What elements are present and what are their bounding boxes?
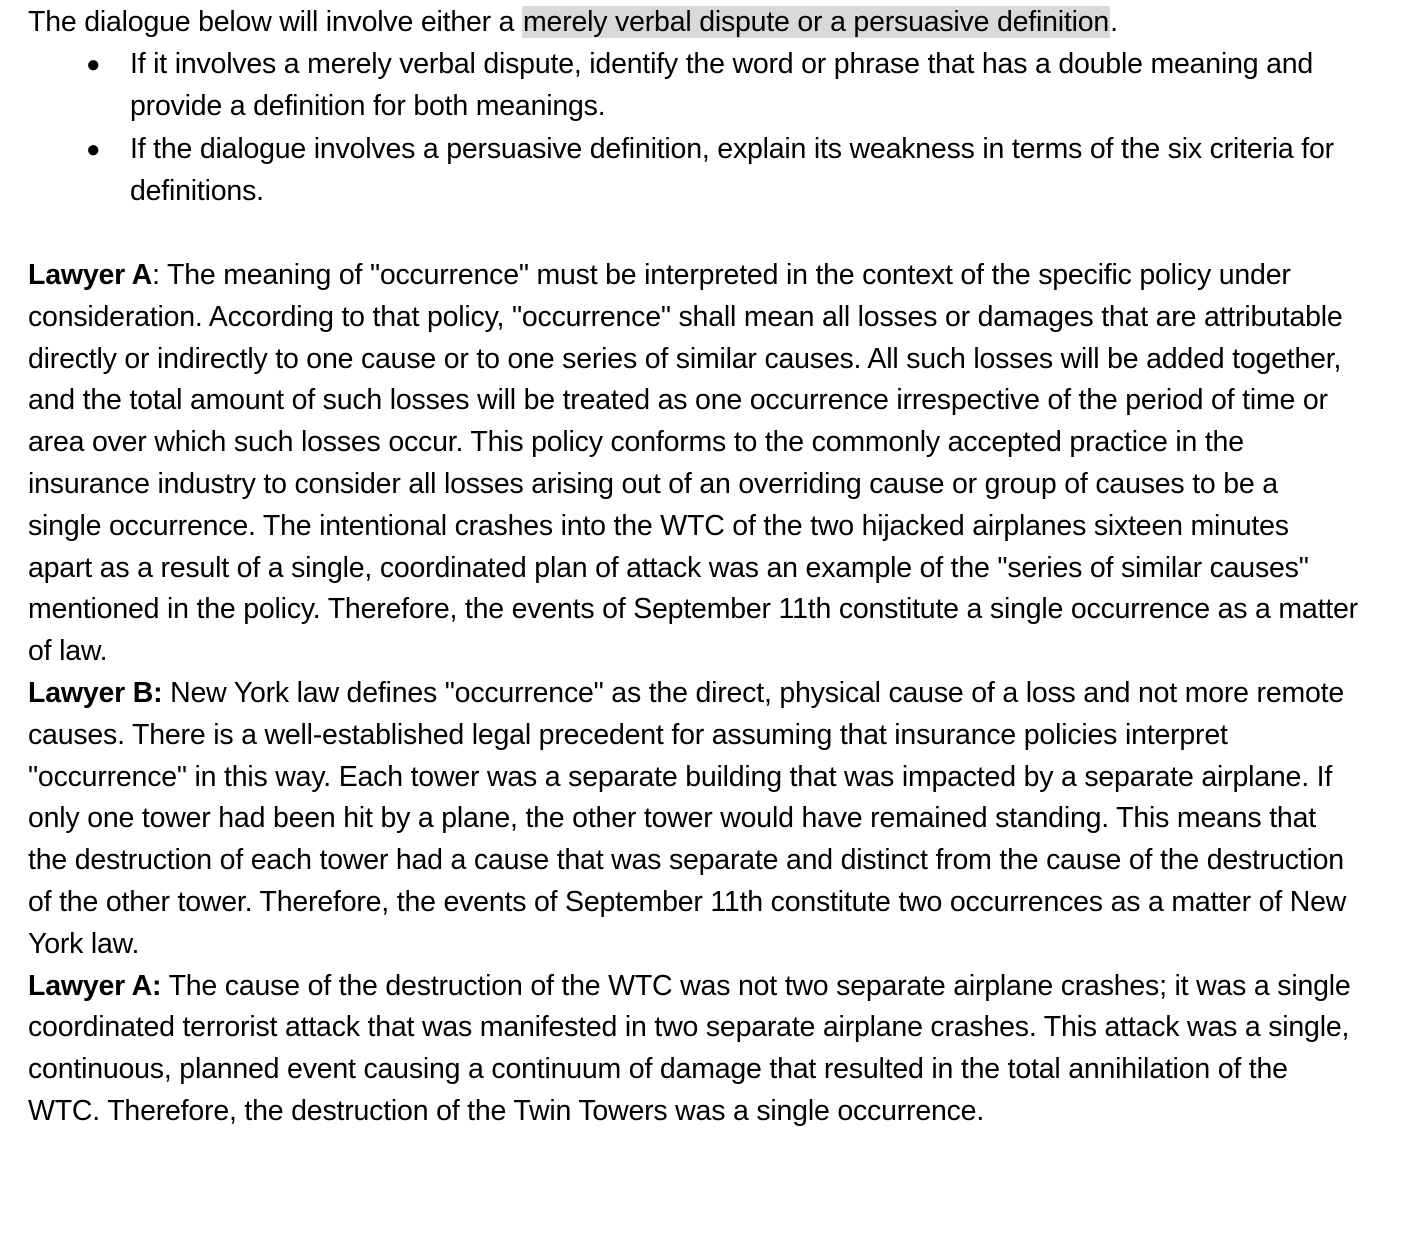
speaker-label: Lawyer B: [28,676,163,709]
speaker-label: Lawyer A [28,258,153,291]
instruction-text: If the dialogue involves a persuasive definition, explain its weakness in terms of the six criteria for definitions. [130,133,1334,208]
speaker-separator: : [152,258,167,291]
intro-text: The dialogue below will involve either a [28,6,523,38]
bullet-icon: ● [86,50,101,78]
speaker-separator [162,677,170,709]
document-page [28,2,1388,1133]
instruction-item [28,129,1360,213]
dialogue-turn-lawyer-a-2 [28,966,1358,1133]
dialogue-text: New York law defines "occurrence" as the direct, physical cause of a loss and not more remote causes. There is a well-established legal precedent for assuming that insurance policies interpret "occurrence" in this way. Each tower was a separate building that was impacted by a separate airplane. If only one tower had been hit by a plane, the other tower would have remained standing. This means that the destruction of each tower had a cause that was separate and distinct from the cause of the destruction of the other tower. Therefore, the events of September 11th constitute two occurrences as a matter of New York law. [28,676,1347,960]
instruction-text: If it involves a merely verbal dispute, identify the word or phrase that has a double meaning and provide a definition for both meanings. [130,47,1314,122]
speaker-label: Lawyer A: [28,969,162,1002]
dialogue-text: The meaning of "occurrence" must be interpreted in the context of the specific policy under consideration. According to that policy, "occurrence" shall mean all losses or damages that are attributable directly or indirectly to one cause or to one series of similar causes. All such losses will be added together, and the total amount of such losses will be treated as one occurrence irrespective of the period of time or area over which such losses occur. This policy conforms to the commonly accepted practice in the insurance industry to consider all losses arising out of an overriding cause or group of causes to be a single occurrence. The intentional crashes into the WTC of the two hijacked airplanes sixteen minutes apart as a result of a single, coordinated plan of attack was an example of the "series of similar causes" mentioned in the policy. Therefore, the events of September 11th constitute a single occurrence as a matter of law. [28,258,1358,668]
dialogue-turn-lawyer-b [28,673,1358,966]
instructions-intro [28,2,1388,44]
dialogue-turn-lawyer-a-1 [28,255,1358,673]
instruction-item [28,44,1360,128]
speaker-separator [161,970,168,1002]
dialogue-text: The cause of the destruction of the WTC was not two separate airplane crashes; it was a single coordinated terrorist attack that was manifested in two separate airplane crashes. This attack was a single, continuous, planned event causing a continuum of damage that resulted in the total annihilation of the WTC. Therefore, the destruction of the Twin Towers was a single occurrence. [28,969,1351,1127]
bullet-icon: ● [86,136,101,164]
paragraph-spacer [28,215,1388,255]
instructions-list [28,44,1388,213]
highlighted-text[interactable]: merely verbal dispute or a persuasive definition [523,6,1110,38]
intro-period: . [1110,6,1118,38]
